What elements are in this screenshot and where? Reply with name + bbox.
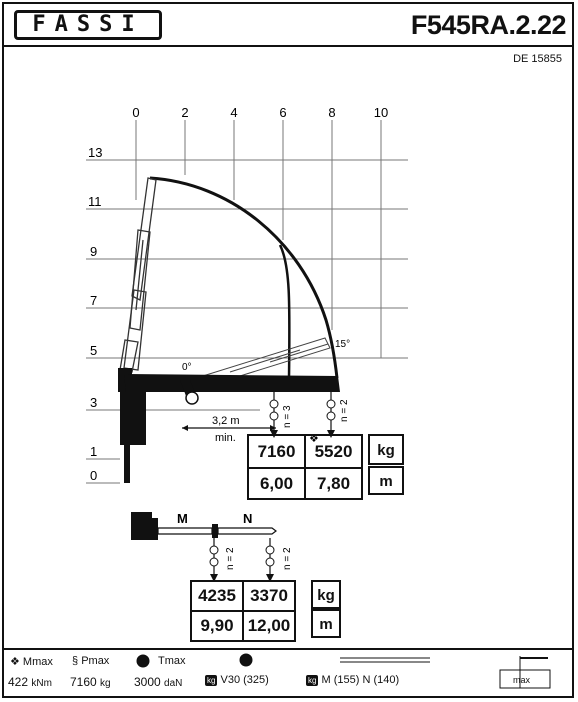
winch-capacity: V30 (325) [220, 674, 269, 686]
pmax-unit: kg [100, 678, 111, 689]
capacity-kg: 7160 [248, 435, 305, 468]
x-tick: 2 [181, 105, 189, 120]
y-tick: 1 [90, 444, 98, 459]
min-radius-label: min. [215, 432, 236, 444]
y-tick: 11 [88, 194, 102, 209]
pmax-label: § Pmax [72, 655, 110, 667]
reeving-label: n = 2 [339, 399, 350, 422]
tmax-readout [134, 675, 182, 689]
hook-n3 [270, 392, 278, 438]
angle-label-0: 0° [182, 362, 192, 373]
y-tick: 3 [90, 395, 98, 410]
angle-label-15: 15° [335, 339, 351, 350]
crane-base [124, 445, 130, 483]
jib-hook-m [210, 538, 218, 582]
pmax-readout [70, 675, 111, 689]
capacity-m: 6,00 [248, 468, 305, 499]
x-tick: 10 [373, 105, 389, 120]
jib-hook-n [266, 538, 274, 582]
y-tick: 7 [90, 293, 98, 308]
jib-capacity-kg: 4235 [191, 581, 243, 611]
jib-capacity: M (155) N (140) [321, 674, 400, 686]
pmax-value: 7160 [70, 675, 97, 689]
brand-logo: FASSI [14, 10, 162, 40]
mmax-unit: kNm [31, 678, 52, 689]
capacity-kg: 5520 [305, 435, 362, 468]
x-tick: 6 [279, 105, 287, 120]
tmax-unit: daN [164, 678, 183, 689]
mmax-label: ❖ Mmax [10, 656, 53, 668]
hinge-pin [186, 392, 198, 404]
pmax-text: Pmax [81, 655, 110, 667]
document-number: DE 15855 [513, 53, 562, 65]
reach-envelope [150, 178, 337, 378]
jib-capacity-kg: 3370 [243, 581, 295, 611]
y-tick: 9 [90, 244, 98, 259]
crane-column [120, 390, 146, 445]
x-tick: 0 [132, 105, 140, 120]
unit-kg: kg [368, 434, 404, 465]
raised-boom [120, 178, 156, 372]
mmax-text: Mmax [22, 656, 53, 668]
x-tick: 4 [230, 105, 238, 120]
kg-badge: kg [207, 676, 216, 685]
min-radius-value: 3,2 m [212, 415, 240, 427]
jib-capacity-m: 12,00 [243, 611, 295, 641]
jib-label-n: N [243, 511, 253, 526]
jib-unit-kg: kg [311, 580, 341, 609]
tmax-value: 3000 [134, 675, 161, 689]
model-title: F545RA.2.22 [410, 10, 566, 40]
mmax-readout [8, 675, 52, 689]
jib-reeving-n: n = 2 [282, 547, 293, 570]
y-tick: 0 [90, 468, 98, 483]
capacity-table [247, 434, 363, 500]
capacity-m: 7,80 [305, 468, 362, 499]
horizontal-boom [124, 374, 340, 392]
y-tick: 13 [88, 145, 103, 160]
kg-badge: kg [308, 676, 317, 685]
diamond-icon: ❖ [309, 433, 319, 445]
jib-capacity-table [190, 580, 296, 642]
unit-m: m [368, 466, 404, 495]
jib-reeving-m: n = 2 [225, 547, 236, 570]
y-tick: 5 [90, 343, 98, 358]
winch-rating [205, 674, 269, 686]
jib-unit-m: m [311, 609, 341, 638]
hook-n2 [327, 392, 335, 438]
x-tick: 8 [328, 105, 336, 120]
jib-label-m: M [177, 511, 188, 526]
reeving-label: n = 3 [282, 405, 293, 428]
mmax-value: 422 [8, 675, 29, 689]
jib-capacity-m: 9,90 [191, 611, 243, 641]
outrigger-max-label: max [513, 675, 531, 685]
tmax-label: Tmax [158, 655, 186, 667]
jib-rating [306, 674, 399, 686]
jib-diagram [131, 512, 276, 540]
